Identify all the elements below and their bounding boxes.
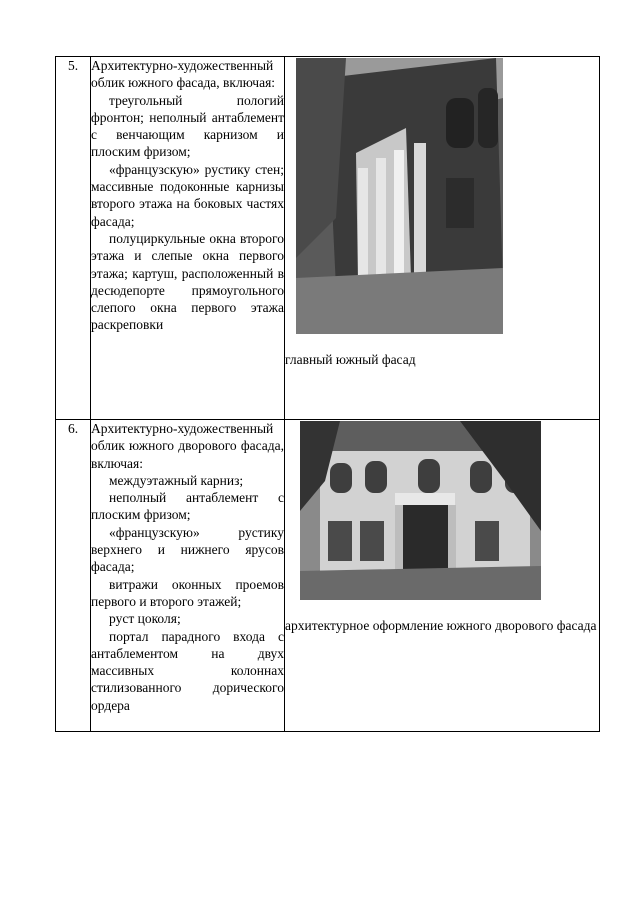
- description-item: витражи оконных проемов первого и второго этажей;: [91, 576, 284, 609]
- description-heading: Архитектурно-художественный облик южного дворового фасада, включая:: [91, 421, 284, 471]
- heritage-elements-table: [55, 56, 600, 732]
- description-item: «французскую» рустику стен; массивные подоконные карнизы второго этажа на боковых частях фасада;: [91, 161, 284, 229]
- row-media: [285, 57, 600, 420]
- description-item: «французскую» рустику верхнего и нижнего ярусов фасада;: [91, 524, 284, 575]
- description-item: полуциркульные окна второго этажа и слепые окна первого этажа; картуш, расположенный в десюдепорте прямоугольного слепого окна первого этажа раскреповки: [91, 230, 284, 333]
- row-number: 5.: [56, 57, 91, 420]
- table-row: [56, 420, 600, 732]
- row-media: [285, 420, 600, 732]
- photo-image: [300, 421, 541, 600]
- photo-caption: архитектурное оформление южного дворового фасада: [285, 618, 597, 633]
- description-item: треугольный пологий фронтон; неполный антаблемент с венчающим карнизом и плоским фризом;: [91, 92, 284, 160]
- row-number: 6.: [56, 420, 91, 732]
- photo-south-facade: [285, 58, 599, 334]
- description-item: междуэтажный карниз;: [109, 472, 244, 488]
- description-item: портал парадного входа с антаблементом на двух массивных колоннах стилизованного дорического ордера: [91, 628, 284, 713]
- description-heading: Архитектурно-художественный облик южного фасада, включая:: [91, 58, 276, 91]
- photo-image: [296, 58, 503, 334]
- photo-caption: главный южный фасад: [285, 352, 416, 367]
- row-description: [91, 57, 285, 420]
- row-description: [91, 420, 285, 732]
- description-item: неполный антаблемент с плоским фризом;: [91, 490, 284, 523]
- photo-courtyard-facade: [285, 421, 599, 600]
- table-row: [56, 57, 600, 420]
- description-item: руст цоколя;: [109, 611, 181, 627]
